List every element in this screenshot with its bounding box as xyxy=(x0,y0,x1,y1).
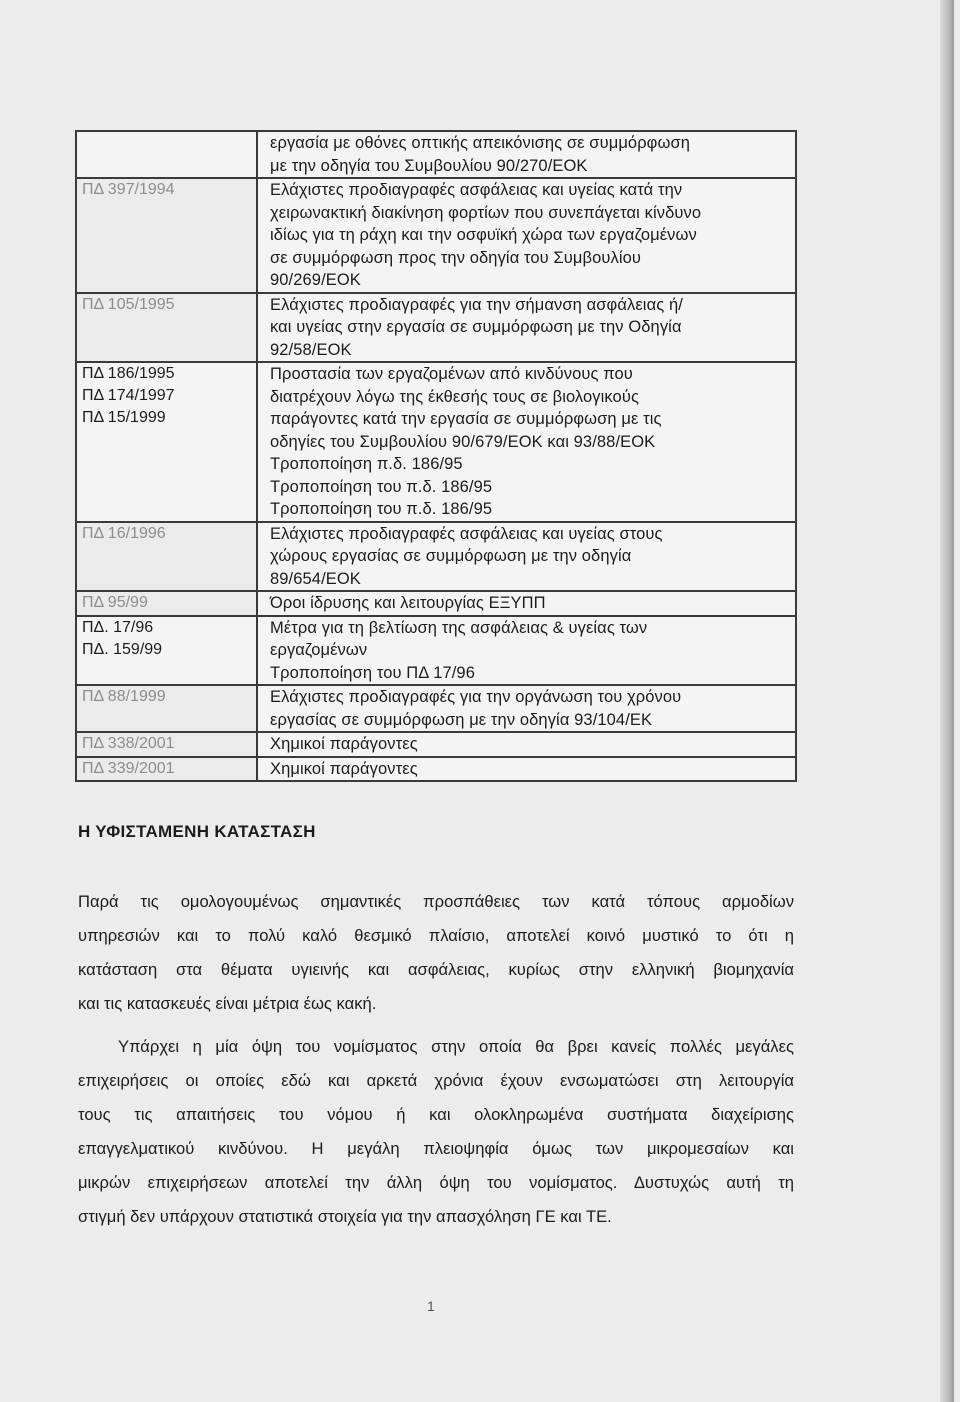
desc-line: Χημικοί παράγοντες xyxy=(270,735,418,753)
desc-line: με την οδηγία του Συμβουλίου 90/270/ΕΟΚ xyxy=(270,156,588,175)
paragraph-line: επιχειρήσεις οι οποίες εδώ και αρκετά χρόνια έχουν ενσωματώσει στη λειτουργία xyxy=(78,1071,794,1090)
desc-line: Τροποποίηση του ΠΔ 17/96 xyxy=(270,663,475,682)
desc-line: Μέτρα για τη βελτίωση της ασφάλειας & υγείας των xyxy=(270,618,648,637)
paragraph-line: Υπάρχει η μία όψη του νομίσματος στην οποία θα βρει κανείς πολλές μεγάλες xyxy=(118,1037,794,1056)
decree-description xyxy=(257,685,796,732)
table-row xyxy=(76,591,796,616)
paragraph-line: Παρά τις ομολογουμένως σημαντικές προσπάθειες των κατά τόπους αρμοδίων xyxy=(78,892,794,911)
paragraph-line: τους τις απαιτήσεις του νόμου ή και ολοκληρωμένα συστήματα διαχείρισης xyxy=(78,1105,794,1124)
desc-line: Τροποποίηση του π.δ. 186/95 xyxy=(270,477,493,496)
decree-description xyxy=(257,522,796,592)
desc-line: Ελάχιστες προδιαγραφές ασφάλειας και υγείας κατά την xyxy=(270,181,683,199)
desc-line: διατρέχουν λόγω της έκθεσής τους σε βιολογικούς xyxy=(270,387,640,406)
decree-description xyxy=(257,591,796,616)
decree-description xyxy=(257,362,796,522)
decree-description xyxy=(257,293,796,363)
decree-codes xyxy=(76,685,257,732)
table-row xyxy=(76,131,796,178)
decree-description xyxy=(257,178,796,293)
decree-code: ΠΔ 88/1999 xyxy=(82,688,166,705)
decree-codes xyxy=(76,362,257,522)
decree-description xyxy=(257,616,796,686)
regulations-table xyxy=(75,130,797,782)
section-title: Η ΥΦΙΣΤΑΜΕΝΗ ΚΑΤΑΣΤΑΣΗ xyxy=(78,822,316,841)
decree-codes xyxy=(76,757,257,782)
desc-line: και υγείας στην εργασία σε συμμόρφωση με την Οδηγία xyxy=(270,318,682,336)
decree-code: ΠΔ 174/1997 xyxy=(82,387,175,404)
desc-line: Χημικοί παράγοντες xyxy=(270,759,418,778)
desc-line: σε συμμόρφωση προς την οδηγία του Συμβουλίου xyxy=(270,248,642,267)
decree-codes xyxy=(76,178,257,293)
desc-line: Ελάχιστες προδιαγραφές για την σήμανση ασφάλειας ή/ xyxy=(270,295,683,314)
desc-line: εργασίας σε συμμόρφωση με την οδηγία 93/104/ΕΚ xyxy=(270,710,653,729)
decree-description xyxy=(257,732,796,757)
decree-codes xyxy=(76,616,257,686)
paragraph-line: και τις κατασκευές είναι μέτρια έως κακή. xyxy=(78,994,377,1013)
decree-code: ΠΔ 105/1995 xyxy=(82,295,175,313)
decree-description xyxy=(257,757,796,782)
page-edge-shadow xyxy=(940,0,954,1402)
page-number: 1 xyxy=(427,1298,435,1314)
desc-line: εργασία με οθόνες οπτικής απεικόνισης σε συμμόρφωση xyxy=(270,134,691,152)
table-row xyxy=(76,732,796,757)
decree-code: ΠΔ 15/1999 xyxy=(82,409,166,426)
decree-code: ΠΔ 186/1995 xyxy=(82,365,175,382)
paragraph-2 xyxy=(78,1030,794,1234)
desc-line: χώρους εργασίας σε συμμόρφωση με την οδηγία xyxy=(270,547,632,565)
desc-line: Τροποποίηση π.δ. 186/95 xyxy=(270,455,463,473)
decree-code: ΠΔ 397/1994 xyxy=(82,181,175,198)
desc-line: εργαζομένων xyxy=(270,641,368,659)
decree-code: ΠΔ 16/1996 xyxy=(82,524,166,542)
decree-codes xyxy=(76,131,257,178)
desc-line: 90/269/ΕΟΚ xyxy=(270,271,361,289)
desc-line: Τροποποίηση του π.δ. 186/95 xyxy=(270,500,493,518)
table-row xyxy=(76,616,796,686)
table-row xyxy=(76,685,796,732)
desc-line: Ελάχιστες προδιαγραφές για την οργάνωση του χρόνου xyxy=(270,688,682,706)
paragraph-1 xyxy=(78,885,794,1021)
desc-line: παράγοντες κατά την εργασία σε συμμόρφωση με τις xyxy=(270,410,662,428)
paragraph-line: στιγμή δεν υπάρχουν στατιστικά στοιχεία για την απασχόληση ΓΕ και ΤΕ. xyxy=(78,1207,612,1226)
desc-line: ιδίως για τη ράχη και την οσφυϊκή χώρα των εργαζομένων xyxy=(270,226,697,244)
decree-codes xyxy=(76,591,257,616)
table-row xyxy=(76,757,796,782)
decree-description xyxy=(257,131,796,178)
decree-codes xyxy=(76,293,257,363)
desc-line: 92/58/ΕΟΚ xyxy=(270,340,352,359)
desc-line: Ελάχιστες προδιαγραφές ασφάλειας και υγείας στους xyxy=(270,524,663,543)
table-row xyxy=(76,293,796,363)
desc-line: οδηγίες του Συμβουλίου 90/679/ΕΟΚ και 93/88/ΕΟΚ xyxy=(270,432,656,451)
decree-codes xyxy=(76,732,257,757)
decree-code: ΠΔ. 17/96 xyxy=(82,618,154,636)
decree-code: ΠΔ 338/2001 xyxy=(82,735,175,752)
paragraph-line: κατάσταση στα θέματα υγιεινής και ασφάλειας, κυρίως στην ελληνική βιομηχανία xyxy=(78,960,794,979)
desc-line: 89/654/ΕΟΚ xyxy=(270,569,361,588)
paragraph-line: μικρών επιχειρήσεων αποτελεί την άλλη όψη του νομίσματος. Δυστυχώς αυτή τη xyxy=(78,1173,794,1192)
decree-code: ΠΔ 95/99 xyxy=(82,594,148,611)
paragraph-line: υπηρεσιών και το πολύ καλό θεσμικό πλαίσιο, αποτελεί κοινό μυστικό το ότι η xyxy=(78,926,794,945)
desc-line: Προστασία των εργαζομένων από κινδύνους που xyxy=(270,365,633,383)
table-row xyxy=(76,362,796,522)
decree-code: ΠΔ 339/2001 xyxy=(82,759,175,777)
table-row xyxy=(76,522,796,592)
table-row xyxy=(76,178,796,293)
paragraph-line: επαγγελματικού κινδύνου. Η μεγάλη πλειοψηφία όμως των μικρομεσαίων και xyxy=(78,1139,794,1158)
desc-line: Όροι ίδρυσης και λειτουργίας ΕΞΥΠΠ xyxy=(270,594,546,612)
decree-code: ΠΔ. 159/99 xyxy=(82,640,163,658)
desc-line: χειρωνακτική διακίνηση φορτίων που συνεπάγεται κίνδυνο xyxy=(270,203,702,222)
decree-codes xyxy=(76,522,257,592)
